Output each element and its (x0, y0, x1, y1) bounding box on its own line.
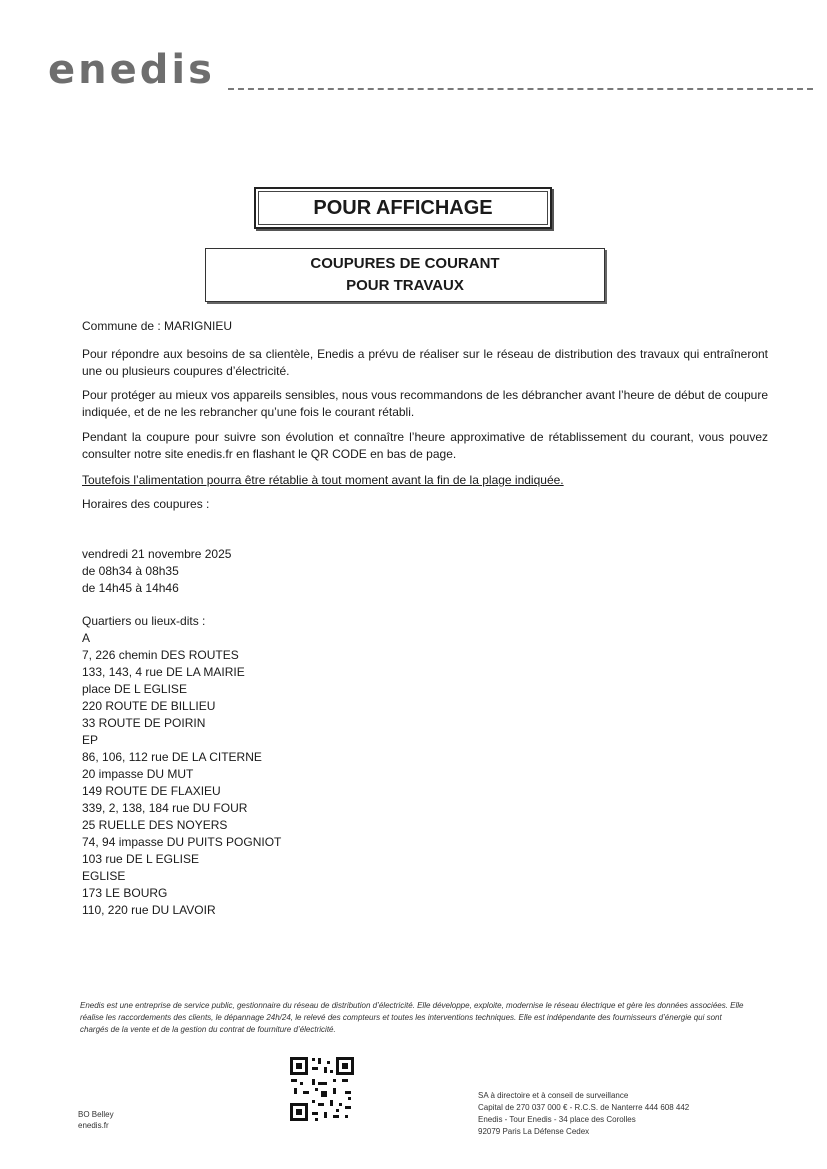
list-item: 74, 94 impasse DU PUITS POGNIOT (82, 835, 282, 849)
list-item: EP (82, 733, 99, 747)
locations-list (82, 613, 281, 919)
list-item: 133, 143, 4 rue DE LA MAIRIE (82, 665, 245, 679)
schedule-label: Horaires des coupures : (82, 497, 210, 511)
list-item: 103 rue DE L EGLISE (82, 852, 199, 866)
enedis-logo: enedis (48, 47, 215, 93)
list-item: 173 LE BOURG (82, 886, 168, 900)
subtitle-line-2: POUR TRAVAUX (346, 277, 464, 294)
footer-legal-4: 92079 Paris La Défense Cedex (478, 1127, 590, 1136)
title-box (254, 187, 552, 229)
list-item: 220 ROUTE DE BILLIEU (82, 699, 216, 713)
list-item: 339, 2, 138, 184 rue DU FOUR (82, 801, 248, 815)
schedule-date: vendredi 21 novembre 2025 (82, 547, 232, 561)
qr-code-icon[interactable] (288, 1055, 356, 1123)
list-item: 33 ROUTE DE POIRIN (82, 716, 206, 730)
list-item: 86, 106, 112 rue DE LA CITERNE (82, 750, 262, 764)
schedule-slot-1: de 08h34 à 08h35 (82, 564, 179, 578)
list-item: 25 RUELLE DES NOYERS (82, 818, 228, 832)
footer-legal-2: Capital de 270 037 000 € - R.C.S. de Nanterre 444 608 442 (478, 1103, 690, 1112)
header-rule (228, 88, 813, 90)
footer-office: BO Belley (78, 1110, 114, 1119)
footer-legal-1: SA à directoire et à conseil de surveillance (478, 1091, 629, 1100)
list-item: 7, 226 chemin DES ROUTES (82, 648, 239, 662)
list-item: EGLISE (82, 869, 126, 883)
paragraph-protect: Pour protéger au mieux vos appareils sensibles, nous vous recommandons de les débrancher avant l’heure de début de coupure indiquée, et de ne les rebrancher qu’une fois le courant rétabli. (82, 388, 768, 419)
paragraph-needs: Pour répondre aux besoins de sa clientèle, Enedis a prévu de réaliser sur le réseau de distribution des travaux qui entraîneront une ou plusieurs coupures d’électricité. (82, 347, 768, 378)
subtitle-box (205, 248, 605, 302)
list-item: 20 impasse DU MUT (82, 767, 194, 781)
schedule-slot-2: de 14h45 à 14h46 (82, 581, 179, 595)
list-item: 110, 220 rue DU LAVOIR (82, 903, 216, 917)
paragraph-follow: Pendant la coupure pour suivre son évolution et connaître l’heure approximative de rétablissement du courant, vous pouvez consulter notre site enedis.fr en flashant le QR CODE en bas de page. (82, 430, 768, 461)
commune-line: Commune de : MARIGNIEU (82, 319, 233, 333)
list-item: 149 ROUTE DE FLAXIEU (82, 784, 221, 798)
page-title: POUR AFFICHAGE (258, 191, 548, 225)
footer-right (478, 1090, 689, 1138)
paragraph-notice: Toutefois l’alimentation pourra être rétablie à tout moment avant la fin de la plage indiquée. (82, 473, 564, 487)
footer-disclaimer: Enedis est une entreprise de service public, gestionnaire du réseau de distribution d’électricité. Elle développe, exploite, modernise le réseau électrique et gère les données associées. Elle réalise les raccordements des clients, le dépannage 24h/24, le relevé des compteurs et toutes les interventions techniques. Elle est indépendante des fournisseurs d’énergie qui sont chargés de la vente et de la gestion du contrat de fourniture d’électricité. (80, 1001, 744, 1034)
subtitle-line-1: COUPURES DE COURANT (310, 255, 500, 272)
locations-label: Quartiers ou lieux-dits : (82, 614, 206, 628)
footer-legal-3: Enedis - Tour Enedis - 34 place des Corolles (478, 1115, 636, 1124)
footer-left (78, 1109, 114, 1131)
list-item: place DE L EGLISE (82, 682, 187, 696)
footer-website[interactable]: enedis.fr (78, 1121, 109, 1130)
list-item: A (82, 631, 91, 645)
